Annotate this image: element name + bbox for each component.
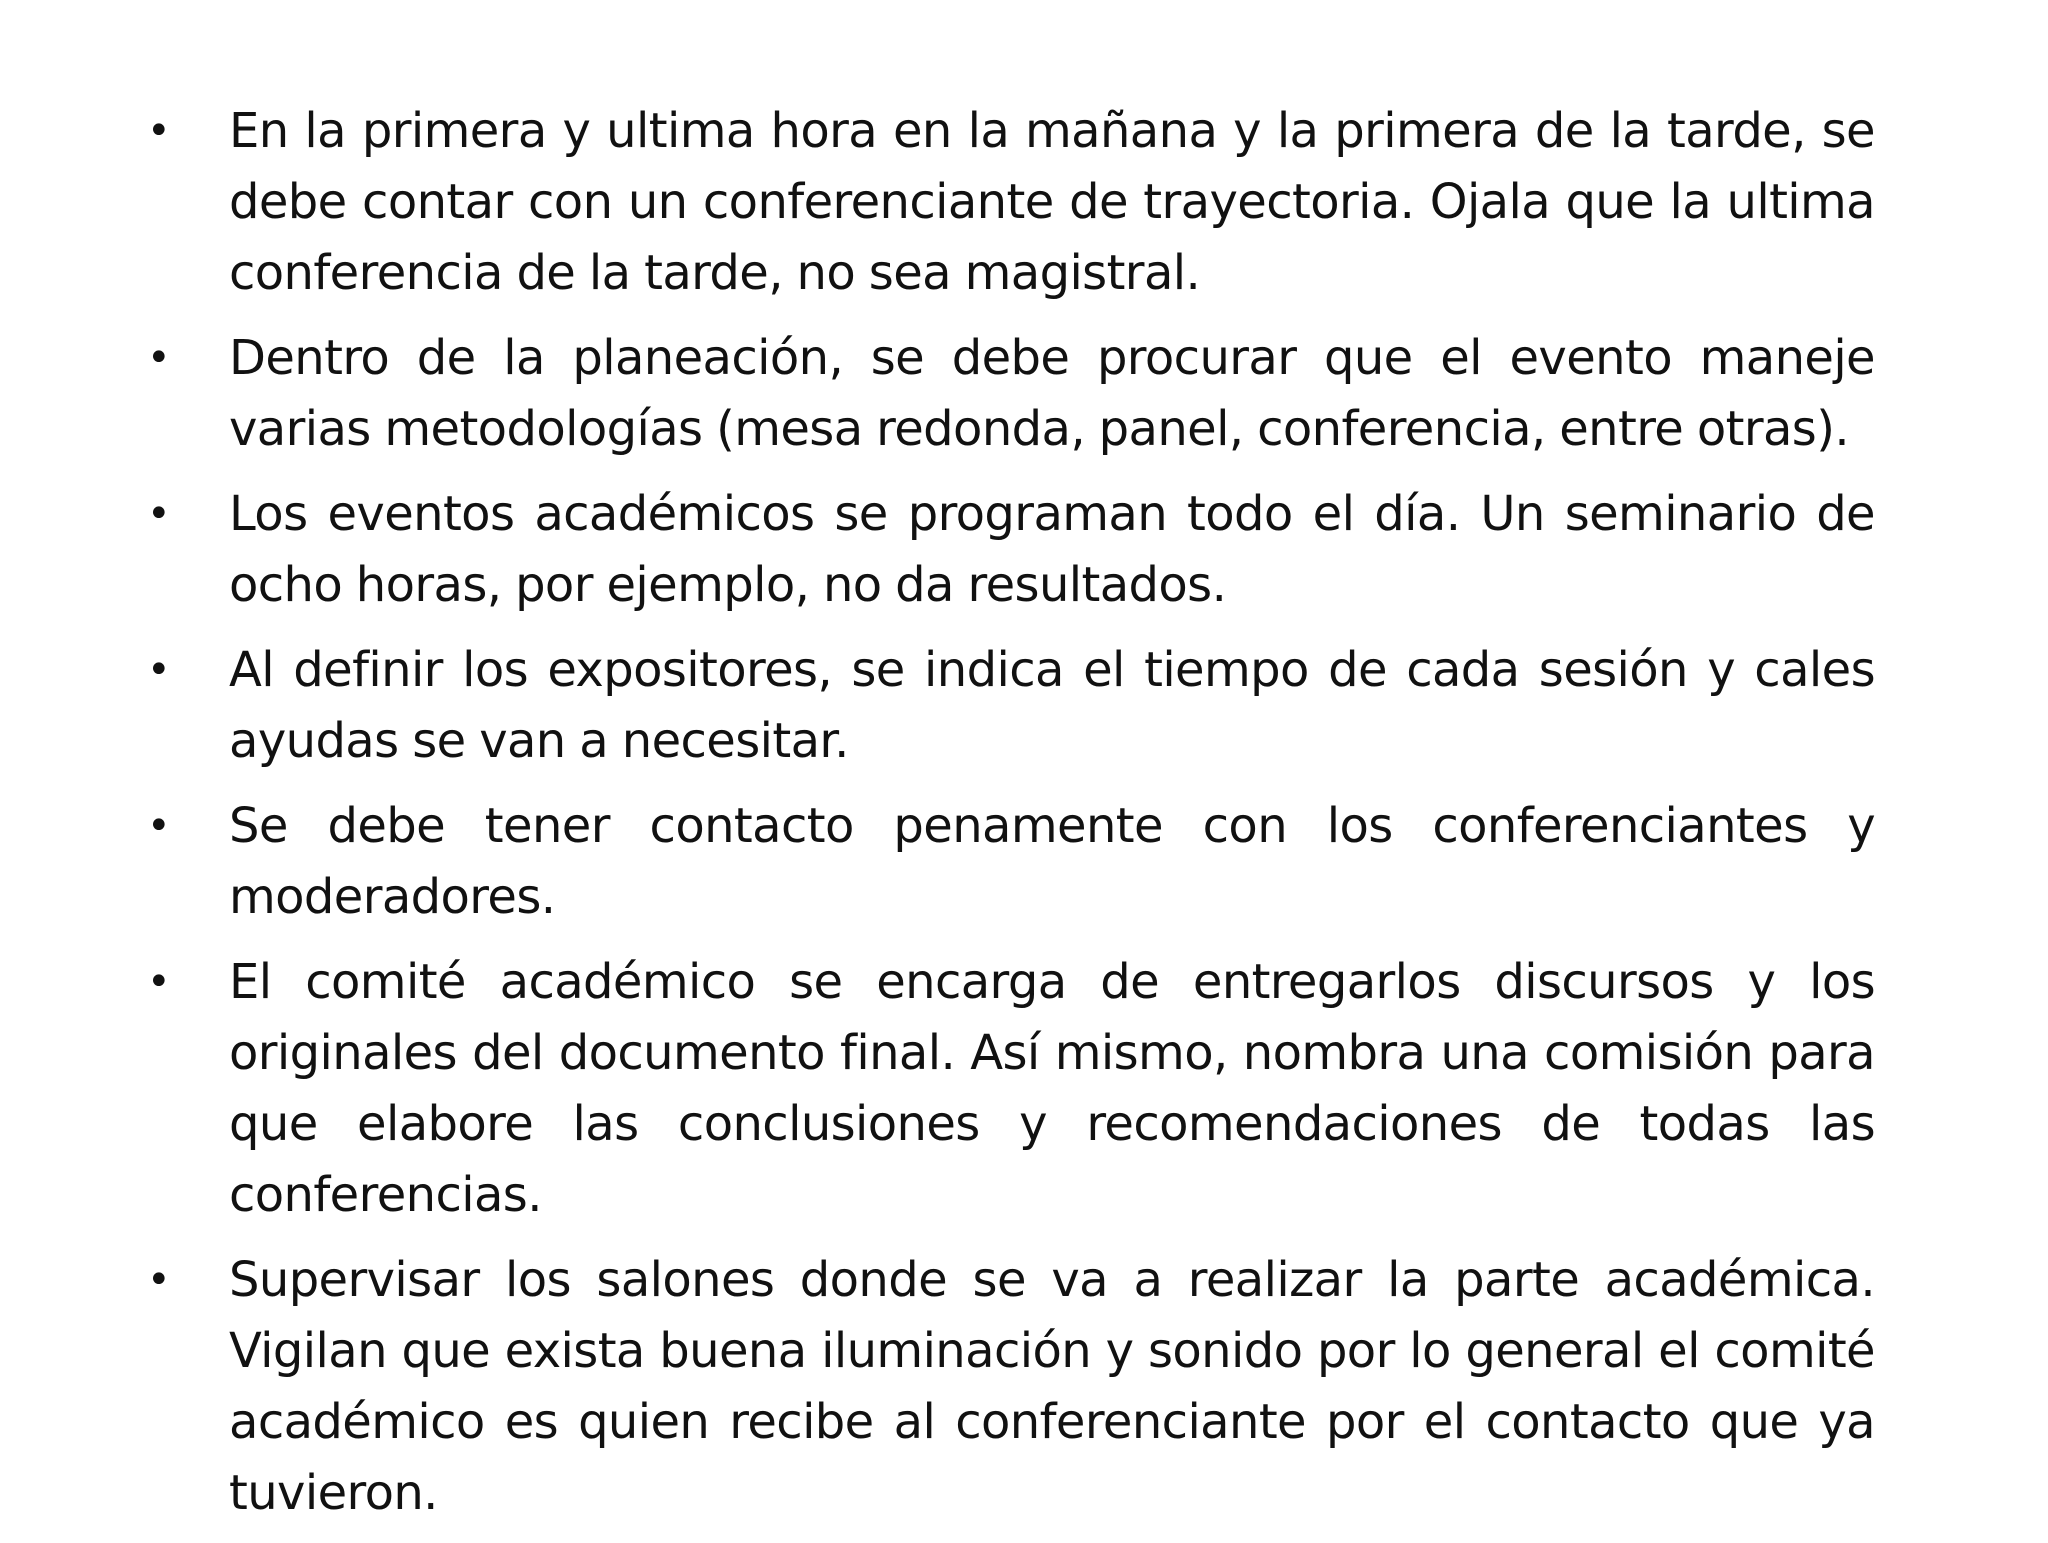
bullet-icon: • bbox=[147, 647, 171, 693]
list-item bbox=[145, 479, 1875, 621]
list-item bbox=[145, 791, 1875, 933]
bullet-list bbox=[145, 96, 1875, 1543]
list-item bbox=[145, 96, 1875, 309]
bullet-icon: • bbox=[147, 959, 171, 1005]
bullet-icon: • bbox=[147, 1257, 171, 1303]
bullet-text: Al definir los expositores, se indica el tiempo de cada sesión y cales ayudas se van a necesitar. bbox=[229, 642, 1875, 769]
bullet-icon: • bbox=[147, 335, 171, 381]
bullet-text: Dentro de la planeación, se debe procurar que el evento maneje varias metodologías (mesa redonda, panel, conferencia, entre otras). bbox=[229, 330, 1875, 457]
bullet-text: Supervisar los salones donde se va a realizar la parte académica. Vigilan que exista buena iluminación y sonido por lo general el comité académico es quien recibe al conferenciante por el contacto que ya tuvieron. bbox=[229, 1252, 1875, 1521]
bullet-icon: • bbox=[147, 108, 171, 154]
list-item bbox=[145, 635, 1875, 777]
bullet-text: Los eventos académicos se programan todo el día. Un seminario de ocho horas, por ejemplo, no da resultados. bbox=[229, 486, 1875, 613]
bullet-text: En la primera y ultima hora en la mañana y la primera de la tarde, se debe contar con un conferenciante de trayectoria. Ojala que la ultima conferencia de la tarde, no sea magistral. bbox=[229, 103, 1875, 301]
bullet-icon: • bbox=[147, 491, 171, 537]
bullet-text: El comité académico se encarga de entregarlos discursos y los originales del documento final. Así mismo, nombra una comisión para que elabore las conclusiones y recomendaciones de todas las conferencias. bbox=[229, 954, 1875, 1223]
bullet-icon: • bbox=[147, 803, 171, 849]
list-item bbox=[145, 323, 1875, 465]
bullet-text: Se debe tener contacto penamente con los conferenciantes y moderadores. bbox=[229, 798, 1875, 925]
list-item bbox=[145, 1245, 1875, 1529]
list-item bbox=[145, 947, 1875, 1231]
